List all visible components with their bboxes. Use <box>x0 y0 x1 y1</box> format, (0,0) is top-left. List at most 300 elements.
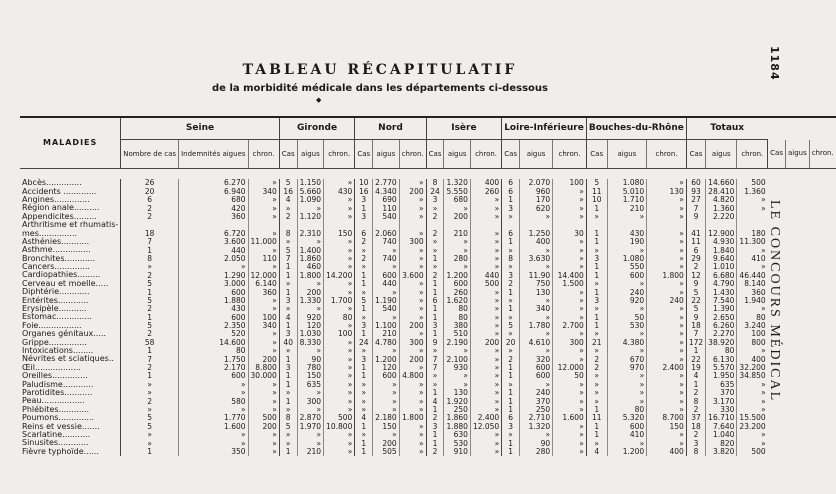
chronic-cell: » <box>399 280 426 288</box>
cases-cell: 3 <box>502 422 520 430</box>
acute-cell: 360 <box>179 213 248 221</box>
acute-cell: 2.180 <box>373 414 399 422</box>
acute-cell: » <box>179 263 248 271</box>
cases-cell: » <box>426 263 444 271</box>
disease-label: Cardiopathies......... <box>22 270 101 280</box>
cases-cell: 1 <box>502 372 520 380</box>
acute-cell: » <box>607 347 647 355</box>
chronic-cell: » <box>553 246 587 254</box>
cases-cell: 1 <box>586 406 607 414</box>
disease-label: Entérites............ <box>22 295 89 305</box>
cases-cell: 2 <box>686 389 705 397</box>
cases-cell: 1 <box>355 439 373 447</box>
chronic-cell: » <box>248 389 279 397</box>
group-bouches-du-rhone: Bouches-du-Rhône <box>586 117 686 140</box>
chronic-cell: » <box>324 288 355 296</box>
chronic-cell: » <box>553 355 587 363</box>
acute-cell: » <box>520 330 553 338</box>
cases-cell: 6 <box>426 296 444 304</box>
cases-cell: 2 <box>686 431 705 439</box>
chronic-cell: 200 <box>248 422 279 430</box>
chronic-cell: 80 <box>737 313 768 321</box>
chronic-cell: » <box>553 204 587 212</box>
chronic-cell: 100 <box>737 330 768 338</box>
cases-cell: » <box>279 389 297 397</box>
disease-label: Poumons.............. <box>22 413 95 423</box>
chronic-header: chron. <box>399 140 426 169</box>
cases-cell: 93 <box>686 187 705 195</box>
disease-label: Névrites et sciatiques.. <box>22 354 114 364</box>
cases-cell: 12 <box>686 271 705 279</box>
acute-cell: 635 <box>297 380 323 388</box>
group-gironde: Gironde <box>279 117 355 140</box>
cases-cell: 8 <box>502 255 520 263</box>
acute-cell: » <box>179 380 248 388</box>
chronic-cell: » <box>553 431 587 439</box>
cases-cell: 2 <box>121 204 179 212</box>
acute-cell: 2.050 <box>179 255 248 263</box>
chronic-cell: 12.000 <box>553 364 587 372</box>
chronic-cell: 14.200 <box>324 271 355 279</box>
chronic-cell: 6.140 <box>248 280 279 288</box>
chronic-cell: » <box>647 397 687 405</box>
acute-cell: » <box>607 330 647 338</box>
chronic-cell: 12.000 <box>248 271 279 279</box>
chronic-cell: » <box>248 204 279 212</box>
acute-cell: 600 <box>520 364 553 372</box>
disease-label: Bronchites............ <box>22 253 95 263</box>
cases-cell: 1 <box>279 271 297 279</box>
cases-cell: 1 <box>426 389 444 397</box>
acute-cell: » <box>520 296 553 304</box>
acute-cell: 910 <box>444 448 470 456</box>
disease-label: Peau................. <box>22 396 85 406</box>
acute-cell: » <box>373 288 399 296</box>
chronic-header: chron. <box>553 140 587 169</box>
chronic-header: chron. <box>809 140 835 169</box>
acute-cell: 6.270 <box>179 179 248 187</box>
chronic-cell: » <box>647 389 687 397</box>
acute-cell: » <box>297 305 323 313</box>
cases-cell: 1 <box>426 280 444 288</box>
cases-cell: 16 <box>355 187 373 195</box>
acute-cell: » <box>179 406 248 414</box>
chronic-cell: » <box>470 448 501 456</box>
chronic-cell: » <box>553 296 587 304</box>
acute-cell: 110 <box>373 204 399 212</box>
chronic-cell: » <box>647 255 687 263</box>
disease-label: mes............... <box>22 228 78 238</box>
cases-cell: 1 <box>426 330 444 338</box>
cases-cell: 8 <box>686 397 705 405</box>
acute-cell: 630 <box>444 431 470 439</box>
chronic-cell: » <box>647 372 687 380</box>
chronic-cell: » <box>324 204 355 212</box>
cases-cell: 6 <box>355 229 373 237</box>
chronic-cell: » <box>647 246 687 254</box>
chronic-cell: » <box>470 305 501 313</box>
acute-cell: 2.870 <box>297 414 323 422</box>
acute-cell: 1.120 <box>297 213 323 221</box>
cases-cell: 5 <box>121 296 179 304</box>
chronic-cell: » <box>399 196 426 204</box>
cases-cell: 8 <box>121 255 179 263</box>
cases-cell: » <box>586 213 607 221</box>
cases-cell: 21 <box>586 338 607 346</box>
acute-cell: 6.680 <box>706 271 737 279</box>
acute-cell: » <box>520 246 553 254</box>
disease-label: Asthme............... <box>22 245 91 255</box>
chronic-cell: 150 <box>647 422 687 430</box>
cases-cell: » <box>121 431 179 439</box>
chronic-cell: » <box>399 364 426 372</box>
cases-cell: 7 <box>121 238 179 246</box>
chronic-cell: 46.440 <box>737 271 768 279</box>
chronic-cell: » <box>248 213 279 221</box>
cases-cell: 1 <box>355 448 373 456</box>
cases-cell: 1 <box>426 288 444 296</box>
acute-cell: 350 <box>179 448 248 456</box>
chronic-cell: » <box>553 347 587 355</box>
acute-cell: 2.100 <box>444 355 470 363</box>
chronic-cell: » <box>647 196 687 204</box>
acute-cell: 1.970 <box>297 422 323 430</box>
chronic-cell: » <box>647 179 687 187</box>
cases-header: Cas <box>586 140 607 169</box>
chronic-cell: » <box>737 397 768 405</box>
seine-cases-header: Nombre de cas <box>121 140 179 169</box>
chronic-cell: » <box>647 380 687 388</box>
chronic-cell: 300 <box>553 338 587 346</box>
acute-cell: 540 <box>373 305 399 313</box>
chronic-cell: » <box>470 380 501 388</box>
cases-cell: » <box>121 406 179 414</box>
cases-cell: » <box>279 280 297 288</box>
acute-cell: » <box>297 406 323 414</box>
cases-cell: » <box>502 380 520 388</box>
acute-cell: » <box>179 439 248 447</box>
acute-cell: 1.840 <box>706 246 737 254</box>
chronic-cell: 14.400 <box>553 271 587 279</box>
cases-cell: 7 <box>121 355 179 363</box>
cases-cell: 7 <box>686 330 705 338</box>
cases-cell: 8 <box>426 179 444 187</box>
acute-cell: » <box>373 389 399 397</box>
cases-cell: 2 <box>686 406 705 414</box>
chronic-cell: » <box>248 380 279 388</box>
cases-cell: 22 <box>686 296 705 304</box>
acute-cell: » <box>179 389 248 397</box>
chronic-cell: 180 <box>737 229 768 237</box>
cases-cell: 16 <box>279 187 297 195</box>
cases-cell: 1 <box>502 448 520 456</box>
chronic-cell: » <box>399 406 426 414</box>
acute-cell: 1.860 <box>444 414 470 422</box>
acute-header: aigus <box>297 140 323 169</box>
chronic-cell: 500 <box>324 414 355 422</box>
cases-cell: 1 <box>502 406 520 414</box>
acute-cell: 120 <box>297 322 323 330</box>
chronic-cell: » <box>248 406 279 414</box>
ornament-mark: ◆ <box>316 96 322 104</box>
chronic-cell: 150 <box>324 229 355 237</box>
acute-cell: » <box>297 439 323 447</box>
cases-cell: » <box>586 372 607 380</box>
acute-cell: » <box>607 280 647 288</box>
cases-cell: 1 <box>586 322 607 330</box>
cases-cell: 1 <box>121 246 179 254</box>
acute-cell: 3.000 <box>179 280 248 288</box>
disease-label: Parotidites........... <box>22 387 93 397</box>
cases-cell: 3 <box>586 296 607 304</box>
chronic-cell: » <box>737 431 768 439</box>
acute-cell: 370 <box>520 397 553 405</box>
cases-cell: 1 <box>502 288 520 296</box>
acute-cell: 120 <box>373 364 399 372</box>
cases-cell: 11 <box>586 414 607 422</box>
chronic-cell: » <box>737 305 768 313</box>
acute-cell: 1.710 <box>607 196 647 204</box>
cases-cell: 7 <box>686 204 705 212</box>
chronic-cell: 200 <box>470 338 501 346</box>
chronic-cell: 500 <box>248 414 279 422</box>
cases-cell: 29 <box>686 255 705 263</box>
cases-cell: 1 <box>426 255 444 263</box>
cases-cell: 1 <box>502 238 520 246</box>
cases-cell: 1 <box>355 422 373 430</box>
acute-cell: 600 <box>179 372 248 380</box>
chronic-cell: 260 <box>470 187 501 195</box>
chronic-cell: » <box>737 246 768 254</box>
cases-cell: 5 <box>686 305 705 313</box>
acute-cell: 300 <box>297 397 323 405</box>
table-row <box>20 213 836 221</box>
cases-cell: 2 <box>121 305 179 313</box>
chronic-cell: » <box>553 263 587 271</box>
acute-cell: 1.100 <box>373 322 399 330</box>
chronic-cell: » <box>470 288 501 296</box>
cases-cell: » <box>279 305 297 313</box>
acute-cell: 80 <box>706 347 737 355</box>
cases-cell: 1 <box>355 372 373 380</box>
acute-cell: » <box>607 380 647 388</box>
cases-cell: 2 <box>686 263 705 271</box>
acute-cell: 680 <box>179 196 248 204</box>
acute-cell: 170 <box>520 196 553 204</box>
acute-cell: 1.430 <box>706 288 737 296</box>
disease-label: Accidents ............. <box>22 186 97 196</box>
chronic-cell: » <box>248 196 279 204</box>
acute-cell: 250 <box>444 406 470 414</box>
cases-cell: 10 <box>355 179 373 187</box>
chronic-cell: 80 <box>324 313 355 321</box>
acute-cell: 3.600 <box>179 238 248 246</box>
chronic-cell: » <box>647 355 687 363</box>
disease-label: Appendicites......... <box>22 211 97 221</box>
chronic-cell: » <box>399 204 426 212</box>
chronic-cell: » <box>553 439 587 447</box>
acute-cell: 6.720 <box>179 229 248 237</box>
cases-cell: 1 <box>502 397 520 405</box>
acute-cell: » <box>520 263 553 271</box>
chronic-header: chron. <box>324 140 355 169</box>
chronic-cell: » <box>553 397 587 405</box>
chronic-cell: » <box>324 246 355 254</box>
acute-cell: 1.080 <box>607 255 647 263</box>
cases-cell: » <box>355 389 373 397</box>
cases-cell: 1 <box>426 431 444 439</box>
chronic-cell: » <box>248 347 279 355</box>
cases-cell: » <box>355 288 373 296</box>
disease-label: Sinusites............ <box>22 438 89 448</box>
acute-cell: 740 <box>373 238 399 246</box>
acute-cell: 3.630 <box>520 255 553 263</box>
chronic-cell: 10.800 <box>324 422 355 430</box>
chronic-cell: 500 <box>737 179 768 187</box>
cases-cell: 19 <box>686 364 705 372</box>
chronic-cell: » <box>399 213 426 221</box>
acute-cell: 14.660 <box>706 179 737 187</box>
acute-cell: 635 <box>706 380 737 388</box>
chronic-cell: » <box>647 238 687 246</box>
acute-cell: » <box>297 389 323 397</box>
disease-label: Foie................. <box>22 320 82 330</box>
chronic-cell: » <box>553 330 587 338</box>
acute-cell: 4.780 <box>373 338 399 346</box>
spacer-row <box>20 169 836 180</box>
chronic-cell: » <box>553 238 587 246</box>
chronic-cell: » <box>553 213 587 221</box>
table-row <box>20 338 836 346</box>
chronic-cell: » <box>470 313 501 321</box>
cases-cell: » <box>502 431 520 439</box>
acute-cell: 1.010 <box>706 263 737 271</box>
chronic-cell: 11.300 <box>737 238 768 246</box>
chronic-cell: » <box>470 347 501 355</box>
group-nord: Nord <box>355 117 426 140</box>
cases-cell: 2 <box>426 448 444 456</box>
chronic-cell: » <box>647 439 687 447</box>
seine-acute-header: Indemnités aigues <box>179 140 248 169</box>
cases-cell: 1 <box>279 397 297 405</box>
chronic-cell: 800 <box>737 338 768 346</box>
chronic-cell: » <box>248 338 279 346</box>
chronic-cell: » <box>248 246 279 254</box>
chronic-cell: » <box>399 229 426 237</box>
chronic-cell: » <box>470 296 501 304</box>
disease-label: Erysipèle........... <box>22 304 87 314</box>
cases-cell: 8 <box>279 414 297 422</box>
acute-cell: 1.200 <box>444 271 470 279</box>
cases-cell: 40 <box>279 338 297 346</box>
chronic-cell: 200 <box>399 355 426 363</box>
cases-cell: 3 <box>426 196 444 204</box>
acute-cell: 970 <box>607 364 647 372</box>
chronic-cell: » <box>470 389 501 397</box>
acute-cell: 150 <box>373 422 399 430</box>
cases-cell: » <box>586 347 607 355</box>
cases-cell: 1 <box>686 380 705 388</box>
table-row <box>20 431 836 439</box>
acute-cell: » <box>607 246 647 254</box>
acute-cell: 200 <box>444 213 470 221</box>
chronic-cell: » <box>470 213 501 221</box>
chronic-cell: » <box>470 406 501 414</box>
acute-cell: 90 <box>297 355 323 363</box>
chronic-cell: » <box>737 204 768 212</box>
chronic-cell: » <box>399 263 426 271</box>
cases-cell: 3 <box>426 422 444 430</box>
chronic-cell: » <box>470 355 501 363</box>
cases-cell: 2 <box>121 364 179 372</box>
acute-cell: 680 <box>444 196 470 204</box>
cases-cell: 2 <box>121 213 179 221</box>
chronic-cell: » <box>248 229 279 237</box>
acute-cell: 420 <box>179 204 248 212</box>
group-loire-inferieure: Loire-Inférieure <box>502 117 587 140</box>
cases-cell: 6 <box>502 187 520 195</box>
chronic-cell: 34.850 <box>737 372 768 380</box>
chronic-cell: 300 <box>399 238 426 246</box>
cases-cell: 1 <box>686 347 705 355</box>
cases-cell: 1 <box>502 364 520 372</box>
cases-cell: 2 <box>121 271 179 279</box>
cases-cell: » <box>426 372 444 380</box>
cases-cell: 1 <box>426 313 444 321</box>
cases-cell: 4 <box>279 196 297 204</box>
cases-cell: 1 <box>279 322 297 330</box>
acute-cell: 1.800 <box>297 271 323 279</box>
cases-cell: » <box>426 380 444 388</box>
chronic-cell: » <box>399 246 426 254</box>
acute-cell: 2.770 <box>373 179 399 187</box>
acute-cell: 1.040 <box>706 431 737 439</box>
chronic-cell: » <box>324 431 355 439</box>
acute-cell: 620 <box>520 204 553 212</box>
chronic-cell: 130 <box>647 187 687 195</box>
acute-header: aigus <box>444 140 470 169</box>
chronic-cell: » <box>470 397 501 405</box>
cases-cell: 2 <box>426 213 444 221</box>
cases-cell: 2 <box>121 397 179 405</box>
acute-cell: 4.790 <box>706 280 737 288</box>
cases-cell: » <box>586 280 607 288</box>
acute-cell: 14.600 <box>179 338 248 346</box>
acute-cell: » <box>444 380 470 388</box>
chronic-cell: » <box>647 330 687 338</box>
cases-cell: 5 <box>121 422 179 430</box>
acute-cell: » <box>373 313 399 321</box>
chronic-cell: » <box>399 179 426 187</box>
seine-chronic-header: chron. <box>248 140 279 169</box>
chronic-cell: » <box>248 330 279 338</box>
acute-cell: 2.310 <box>297 229 323 237</box>
acute-cell: » <box>373 431 399 439</box>
chronic-cell: 1.600 <box>553 414 587 422</box>
acute-cell: » <box>607 372 647 380</box>
chronic-cell: » <box>553 313 587 321</box>
chronic-cell: » <box>647 280 687 288</box>
chronic-cell: » <box>553 196 587 204</box>
chronic-cell: » <box>324 389 355 397</box>
acute-cell: 210 <box>373 330 399 338</box>
chronic-cell: 1.360 <box>737 187 768 195</box>
cases-header: Cas <box>686 140 705 169</box>
acute-cell: 1.250 <box>520 229 553 237</box>
cases-cell: » <box>279 204 297 212</box>
acute-cell: 600 <box>373 271 399 279</box>
chronic-cell: 100 <box>553 179 587 187</box>
